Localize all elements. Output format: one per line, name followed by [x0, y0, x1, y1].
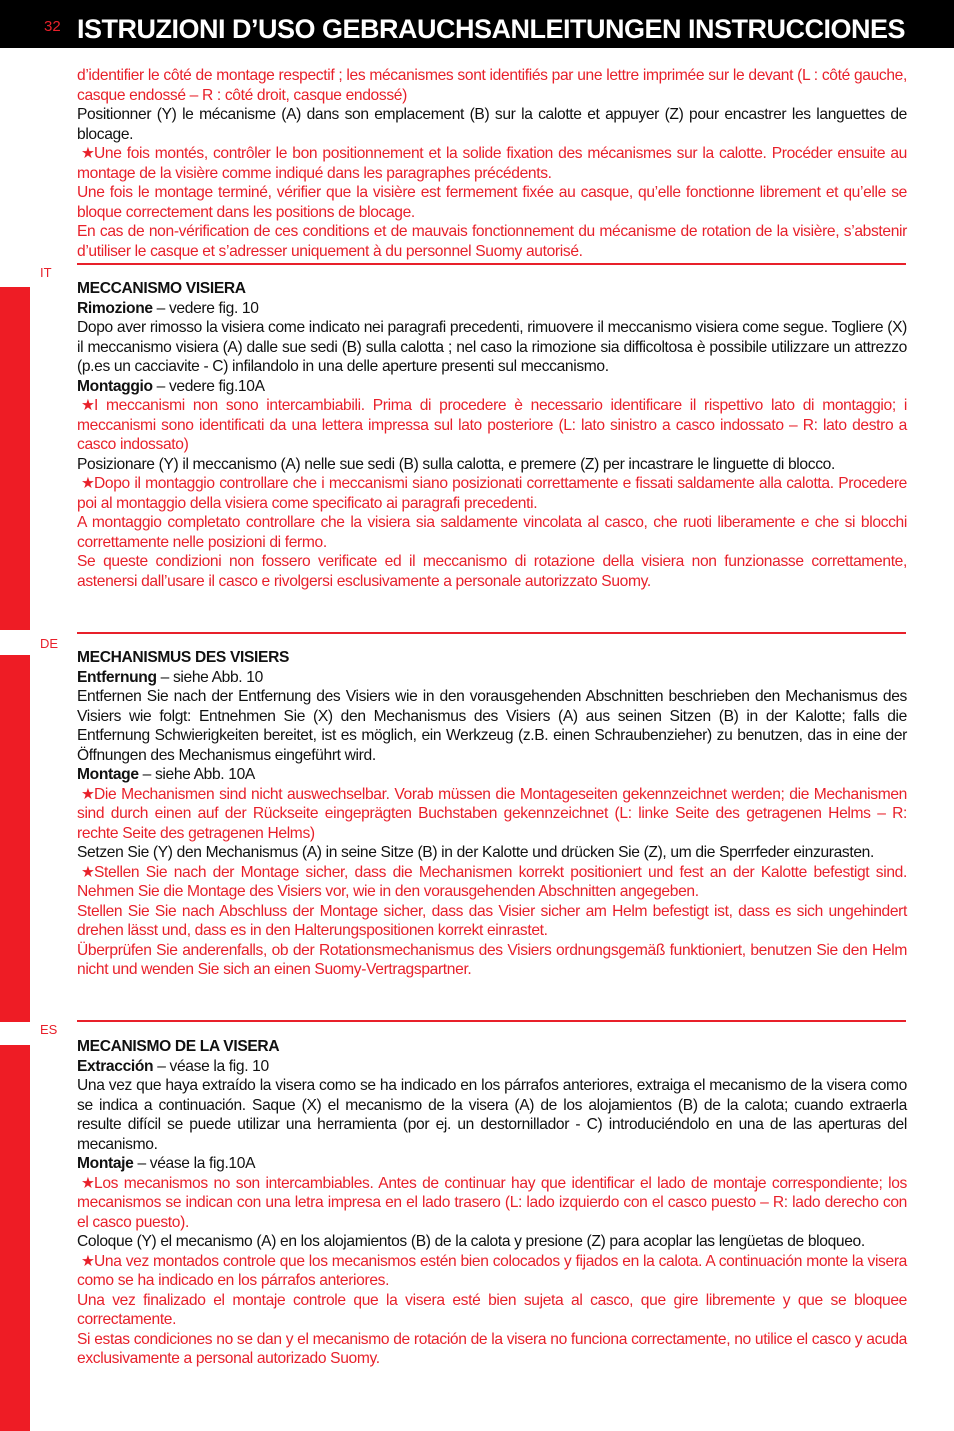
lang-label-it: IT: [40, 265, 52, 280]
section-heading: MECCANISMO VISIERA: [77, 280, 246, 297]
paragraph: ★Dopo il montaggio controllare che i meccanismi siano posizionati correttamente e fissati saldamente alla calotta. Procedere poi al montaggio della visiera come specificato ai paragrafi precedenti.: [77, 475, 907, 512]
paragraph: ★Los mecanismos no son intercambiables. Antes de continuar hay que identificar el lado de montaje correspondiente; los mecanismos se indican con una letra impresa en el lado trasero (L: lado izquierdo con el casco puesto – R: lado derecho con el casco puesto).: [77, 1174, 907, 1231]
paragraph: Entfernen Sie nach der Entfernung des Visiers wie in den vorausgehenden Abschnitten beschrieben den Mechanismus des Visiers wie folgt: Entnehmen Sie (X) den Mechanismus des Visiers (A) aus seinen Sitzen (B) in der Kalotte; falls die Entfernung Schwierigkeiten bereitet, ist es möglich, ein Werkzeug (z.B. einen Schraubenzieher) zu benutzen, das in eine der Öffnungen des Mechanismus eingeführt wird.: [77, 688, 907, 764]
paragraph: Stellen Sie Sie nach Abschluss der Montage sicher, dass das Visier sicher am Helm befestigt ist, dass es sich ungehindert drehen lässt und, dass es in den Halterungspositionen korrekt einrastet.: [77, 902, 907, 939]
paragraph: ★I meccanismi non sono intercambiabili. Prima di procedere è necessario identificare il rispettivo lato di montaggio; i meccanismi sono identificati da una lettera impressa sul lato posteriore (L: lato sinistro a casco indossato – R: lato destro a casco indossato): [77, 397, 907, 453]
spanish-section: [77, 1037, 907, 1369]
paragraph: ★Die Mechanismen sind nicht auswechselbar. Vorab müssen die Montageseiten gekennzeichnet werden; die Mechanismen sind durch einen auf der Rückseite eingeprägten Buchstaben gekennzeichnet (L: linke Seite des getragenen Helms – R: rechte Seite des getragenen Helms): [77, 785, 907, 842]
paragraph: Una vez finalizado el montaje controle que la visera esté bien sujeta al casco, que gire libremente y que se bloquee correctamente.: [77, 1291, 907, 1328]
page-title: ISTRUZIONI D’USO GEBRAUCHSANLEITUNGEN INSTRUCCIONES: [77, 14, 906, 44]
french-section: [77, 66, 907, 261]
subheading: Montage – siehe Abb. 10A: [77, 766, 255, 783]
paragraph: En cas de non-vérification de ces conditions et de mauvais fonctionnement du mécanisme de rotation de la visière, s’abstenir d’utiliser le casque et s’adresser uniquement à du personnel Suomy autorisé.: [77, 223, 907, 260]
paragraph: Posizionare (Y) il meccanismo (A) nelle sue sedi (B) sulla calotta, e premere (Z) per incastrare le linguette di blocco.: [77, 455, 835, 473]
star-icon: ★: [77, 863, 95, 881]
paragraph: Una vez que haya extraído la visera como se ha indicado en los párrafos anteriores, extraiga el mecanismo de la visera como se indica a continuación. Saque (X) el mecanismo de la visera (A) de los alojamientos (B) de la calota; cuando extraerla resulte difícil se puede utilizar una herramienta (por ej. un destornillador - C) introduciéndolo en una de las aperturas del mecanismo.: [77, 1077, 907, 1153]
section-divider: [77, 263, 906, 265]
paragraph: Se queste condizioni non fossero verificate ed il meccanismo di rotazione della visiera non funzionasse correttamente, astenersi dall’usare il casco e rivolgersi esclusivamente a personale autorizzato Suomy.: [77, 553, 907, 590]
lang-label-de: DE: [40, 636, 59, 651]
paragraph: Überprüfen Sie anderenfalls, ob der Rotationsmechanismus des Visiers ordnungsgemäß funktioniert, benutzen Sie den Helm nicht und wenden Sie sich an einen Suomy-Vertragspartner.: [77, 941, 907, 978]
page-number: 32: [44, 18, 61, 35]
paragraph: Positionner (Y) le mécanisme (A) dans son emplacement (B) sur la calotte et appuyer (Z) pour encastrer les languettes de blocage.: [77, 106, 907, 143]
star-icon: ★: [77, 1252, 95, 1270]
section-heading: MECHANISMUS DES VISIERS: [77, 649, 290, 666]
paragraph: Si estas condiciones no se dan y el mecanismo de rotación de la visera no funciona correctamente, no utilice el casco y acuda exclusivamente a personal autorizado Suomy.: [77, 1330, 907, 1367]
paragraph: A montaggio completato controllare che la visiera sia saldamente vincolata al casco, che ruoti liberamente e che si blocchi correttamente nelle posizioni di fermo.: [77, 514, 907, 551]
paragraph: Dopo aver rimosso la visiera come indicato nei paragrafi precedenti, rimuovere il meccanismo visiera come segue. Togliere (X) il meccanismo visiera (A) dalle sue sedi (B) sulla calotta ; nel caso la rimozione sia difficoltosa è possibile utilizzare un attrezzo (p.es un cacciavite - C) infilandolo in una delle aperture presenti sul meccanismo.: [77, 319, 907, 375]
side-tab-de: [0, 655, 30, 1022]
paragraph: Une fois le montage terminé, vérifier que la visière est fermement fixée au casque, qu’elle fonctionne librement et qu’elle se bloque correctement dans les positions de blocage.: [77, 184, 907, 221]
paragraph: d’identifier le côté de montage respectif ; les mécanismes sont identifiés par une lettre imprimée sur le devant (L : côté gauche, casque endossé – R : côté droit, casque endossé): [77, 67, 907, 104]
side-tab-it: [0, 287, 30, 630]
page-header: [0, 0, 954, 48]
side-tab-es: [0, 1045, 30, 1431]
paragraph: Coloque (Y) el mecanismo (A) en los alojamientos (B) de la calota y presione (Z) para acoplar las lengüetas de bloqueo.: [77, 1233, 865, 1250]
german-section: [77, 648, 907, 980]
subheading: Extracción – véase la fig. 10: [77, 1057, 269, 1075]
paragraph: Setzen Sie (Y) den Mechanismus (A) in seine Sitze (B) in der Kalotte und drücken Sie (Z), um die Sperrfeder einzurasten.: [77, 844, 874, 861]
subheading: Entfernung – siehe Abb. 10: [77, 668, 263, 686]
italian-section: [77, 279, 907, 591]
section-divider: [77, 632, 906, 634]
paragraph: ★Une fois montés, contrôler le bon positionnement et la solide fixation des mécanismes sur la calotte. Procéder ensuite au montage de la visière comme indiqué dans les paragraphes précédents.: [77, 145, 907, 182]
star-icon: ★: [77, 1174, 95, 1192]
subheading: Rimozione – vedere fig. 10: [77, 299, 259, 317]
subheading: Montaje – véase la fig.10A: [77, 1155, 256, 1172]
star-icon: ★: [77, 145, 95, 162]
star-icon: ★: [77, 475, 95, 492]
star-icon: ★: [77, 785, 95, 803]
subheading: Montaggio – vedere fig.10A: [77, 377, 265, 395]
star-icon: ★: [77, 397, 95, 414]
paragraph: ★Stellen Sie nach der Montage sicher, dass die Mechanismen korrekt positioniert und fest an der Kalotte befestigt sind. Nehmen Sie die Montage des Visiers vor, wie in den vorausgehenden Abschnitten angegeben.: [77, 863, 907, 900]
lang-label-es: ES: [40, 1022, 58, 1037]
section-heading: MECANISMO DE LA VISERA: [77, 1038, 280, 1055]
paragraph: ★Una vez montados controle que los mecanismos estén bien colocados y fijados en la calota. A continuación monte la visera como se ha indicado en los párrafos anteriores.: [77, 1252, 907, 1289]
section-divider: [77, 1020, 906, 1022]
